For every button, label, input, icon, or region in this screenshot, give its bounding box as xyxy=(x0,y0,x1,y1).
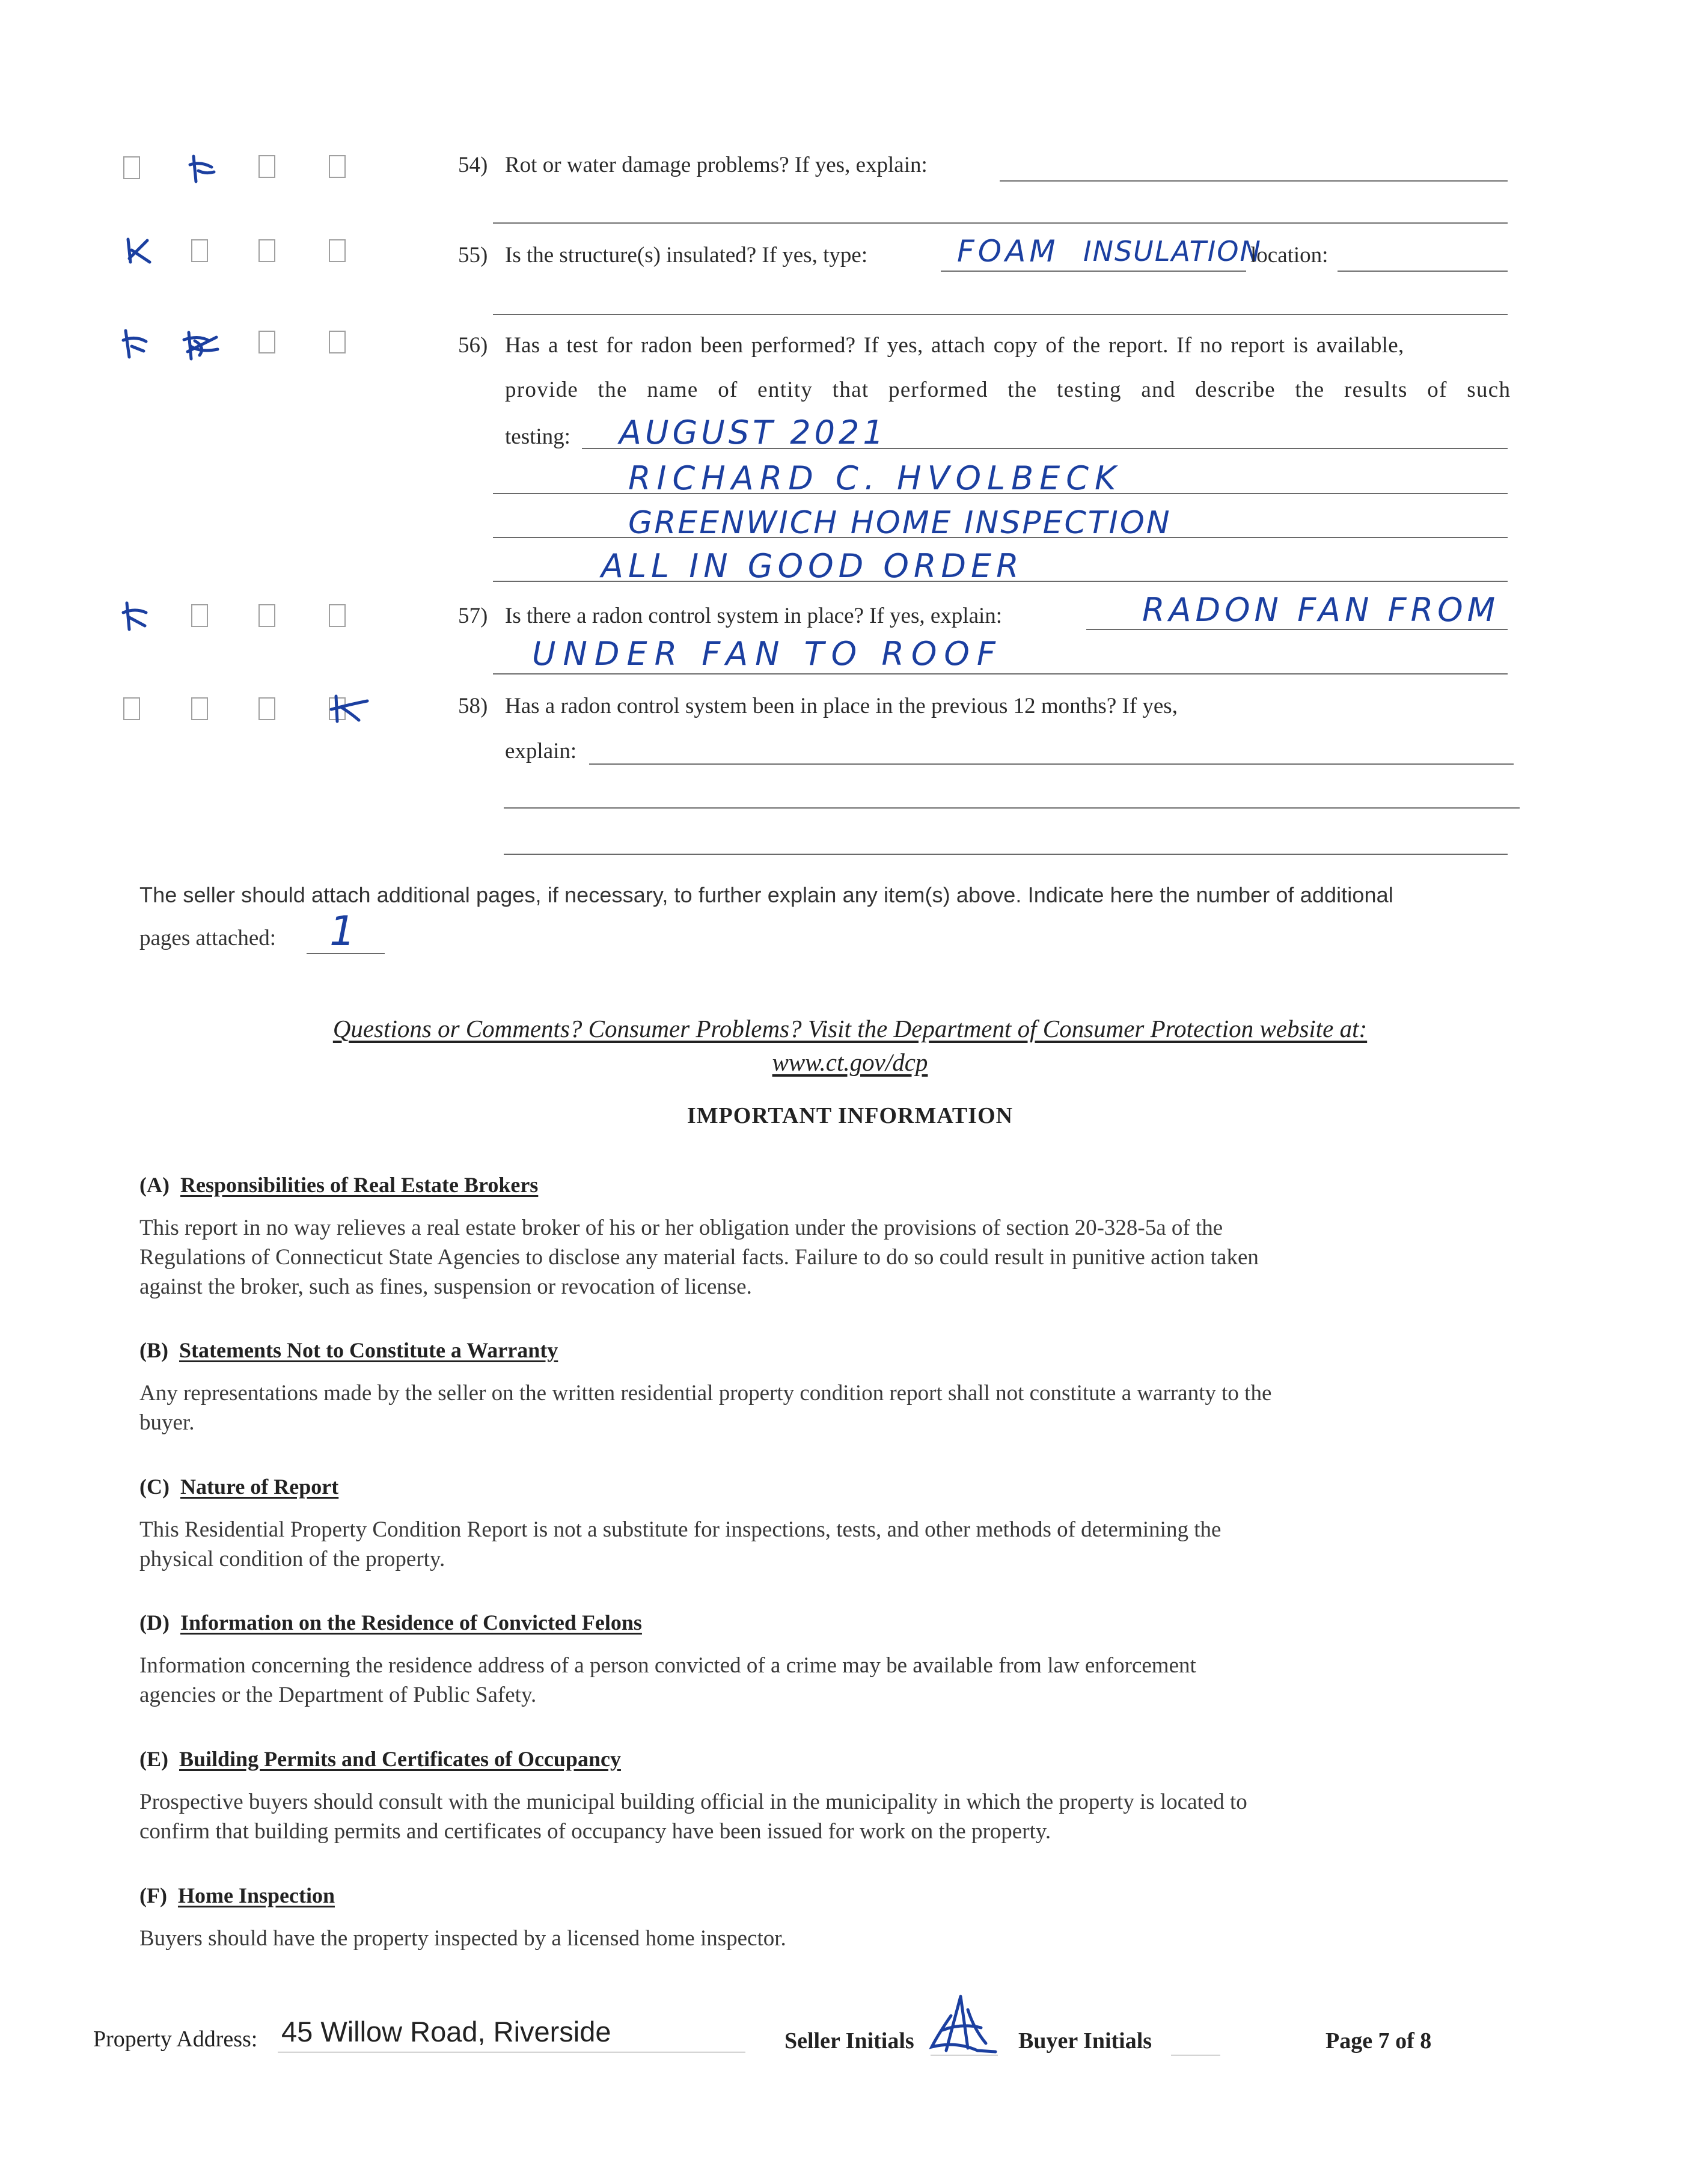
checkbox-56-4[interactable] xyxy=(329,331,346,353)
handwritten-radon-system: RADON FAN FROM xyxy=(1142,591,1500,629)
section-c-letter: (C) xyxy=(139,1475,170,1499)
checkbox-56-1[interactable] xyxy=(123,331,140,353)
important-information-heading: IMPORTANT INFORMATION xyxy=(686,1103,1014,1128)
checkbox-54-3[interactable] xyxy=(258,155,275,178)
section-c-line: This Residential Property Condition Report is not a substitute for inspections, tests, and other methods of determining the xyxy=(139,1517,1221,1542)
property-address-label: Property Address: xyxy=(93,2026,258,2052)
section-a-line: Regulations of Connecticut State Agencies to disclose any material facts. Failure to do so could result in punitive action taken xyxy=(139,1245,1259,1270)
section-f-line: Buyers should have the property inspected by a licensed home inspector. xyxy=(139,1926,786,1951)
question-55-text: Is the structure(s) insulated? If yes, type: xyxy=(505,243,868,268)
section-a-line: against the broker, such as fines, suspension or revocation of license. xyxy=(139,1274,752,1299)
section-d xyxy=(139,1610,1540,1710)
handwritten-x-mark-icon xyxy=(123,234,154,268)
handwritten-insulation-type: FOAM xyxy=(957,234,1059,269)
checkbox-57-1[interactable] xyxy=(123,604,140,627)
section-d-line: Information concerning the residence address of a person convicted of a crime may be available from law enforcement xyxy=(139,1653,1196,1678)
checkbox-58-3[interactable] xyxy=(258,697,275,720)
section-a-title: Responsibilities of Real Estate Brokers xyxy=(180,1173,539,1197)
question-58-text-line1: Has a radon control system been in place in the previous 12 months? If yes, xyxy=(505,694,1178,718)
question-54-text: Rot or water damage problems? If yes, explain: xyxy=(505,153,928,177)
checkbox-55-1[interactable] xyxy=(123,239,140,262)
checkbox-57-3[interactable] xyxy=(258,604,275,627)
section-e-title: Building Permits and Certificates of Occupancy xyxy=(179,1747,621,1771)
question-56-text-line1: Has a test for radon been performed? If yes, attach copy of the report. If no report is available, xyxy=(505,333,1404,358)
buyer-initials-label: Buyer Initials xyxy=(1018,2028,1152,2054)
answer-line[interactable] xyxy=(941,271,1246,272)
section-b xyxy=(139,1338,1540,1437)
checkbox-57-4[interactable] xyxy=(329,604,346,627)
checkbox-54-4[interactable] xyxy=(329,155,346,178)
question-57-number: 57) xyxy=(458,604,488,628)
question-55-location-label: location: xyxy=(1250,243,1329,268)
checkbox-57-2[interactable] xyxy=(191,604,208,627)
handwritten-x-mark-icon xyxy=(121,599,152,633)
question-54-number: 54) xyxy=(458,153,488,177)
pages-attached-label: pages attached: xyxy=(139,926,277,950)
question-55-number: 55) xyxy=(458,243,488,268)
section-e-line: Prospective buyers should consult with the municipal building official in the municipality in which the property is located to xyxy=(139,1790,1247,1814)
section-d-line: agencies or the Department of Public Safety. xyxy=(139,1683,537,1707)
handwritten-x-mark-icon xyxy=(328,691,370,725)
checkbox-54-2[interactable] xyxy=(191,155,208,178)
handwritten-test-result: ALL IN GOOD ORDER xyxy=(601,547,1024,585)
additional-pages-text: The seller should attach additional pages, if necessary, to further explain any item(s) above. Indicate here the number of additional xyxy=(139,882,1393,907)
handwritten-x-mark-icon xyxy=(188,153,219,186)
handwritten-scribble-icon xyxy=(182,329,224,362)
handwritten-inspection-company: GREENWICH HOME INSPECTION xyxy=(628,505,1172,541)
checkbox-58-1[interactable] xyxy=(123,697,140,720)
section-c-line: physical condition of the property. xyxy=(139,1547,445,1571)
answer-line[interactable] xyxy=(493,222,1508,224)
handwritten-test-date: AUGUST 2021 xyxy=(619,414,887,451)
question-57-text: Is there a radon control system in place? If yes, explain: xyxy=(505,604,1003,628)
section-f-title: Home Inspection xyxy=(177,1883,335,1907)
pages-attached-value: 1 xyxy=(329,908,356,955)
section-b-title: Statements Not to Constitute a Warranty xyxy=(179,1338,558,1362)
question-56-text-line2: provide the name of entity that performed the testing and describe the results of such xyxy=(505,378,1511,402)
section-a xyxy=(139,1172,1540,1302)
section-d-title: Information on the Residence of Convicted Felons xyxy=(180,1610,642,1635)
question-58-explain-label: explain: xyxy=(505,739,577,763)
answer-line[interactable] xyxy=(1338,271,1508,272)
checkbox-58-2[interactable] xyxy=(191,697,208,720)
section-c-title: Nature of Report xyxy=(180,1475,339,1499)
section-a-line: This report in no way relieves a real estate broker of his or her obligation under the provisions of section 20-328-5a of the xyxy=(139,1216,1223,1240)
checkbox-55-4[interactable] xyxy=(329,239,346,262)
question-56-number: 56) xyxy=(458,333,488,358)
property-address-value[interactable]: 45 Willow Road, Riverside xyxy=(281,2016,611,2048)
handwritten-radon-system: UNDER FAN TO ROOF xyxy=(532,635,1003,673)
section-e xyxy=(139,1746,1540,1846)
checkbox-56-3[interactable] xyxy=(258,331,275,353)
section-c xyxy=(139,1474,1540,1574)
handwritten-inspector-name: RICHARD C. HVOLBECK xyxy=(628,459,1122,497)
checkbox-55-2[interactable] xyxy=(191,239,208,262)
question-56-testing-label: testing: xyxy=(505,424,570,449)
section-b-letter: (B) xyxy=(139,1338,168,1362)
checkbox-54-1[interactable] xyxy=(123,156,140,179)
seller-initials-signature xyxy=(926,1993,998,2059)
section-e-letter: (E) xyxy=(139,1747,168,1771)
answer-line[interactable] xyxy=(1086,629,1508,630)
section-b-line: Any representations made by the seller on the written residential property condition report shall not constitute a warranty to the xyxy=(139,1381,1272,1406)
section-b-line: buyer. xyxy=(139,1410,195,1435)
answer-line[interactable] xyxy=(1000,180,1508,182)
consumer-notice-url[interactable]: www.ct.gov/dcp xyxy=(772,1048,928,1076)
checkbox-56-2[interactable] xyxy=(180,328,222,361)
answer-line[interactable] xyxy=(589,763,1514,765)
section-d-letter: (D) xyxy=(139,1610,170,1635)
answer-line[interactable] xyxy=(493,314,1508,315)
section-a-letter: (A) xyxy=(139,1173,170,1197)
checkbox-58-4[interactable] xyxy=(329,697,346,720)
answer-line[interactable] xyxy=(504,854,1508,855)
section-f-letter: (F) xyxy=(139,1883,167,1907)
answer-line[interactable] xyxy=(493,673,1508,674)
seller-initials-label: Seller Initials xyxy=(784,2028,914,2054)
section-e-line: confirm that building permits and certificates of occupancy have been issued for work on the property. xyxy=(139,1819,1051,1844)
question-58-number: 58) xyxy=(458,694,488,718)
section-f xyxy=(139,1883,1540,1953)
handwritten-insulation-type: INSULATION xyxy=(1083,235,1262,268)
page-number: Page 7 of 8 xyxy=(1325,2028,1432,2054)
answer-line[interactable] xyxy=(504,807,1520,809)
consumer-notice-line1: Questions or Comments? Consumer Problems? Visit the Department of Consumer Protection website at: xyxy=(332,1015,1368,1042)
checkbox-55-3[interactable] xyxy=(258,239,275,262)
handwritten-x-mark-icon xyxy=(120,327,151,361)
